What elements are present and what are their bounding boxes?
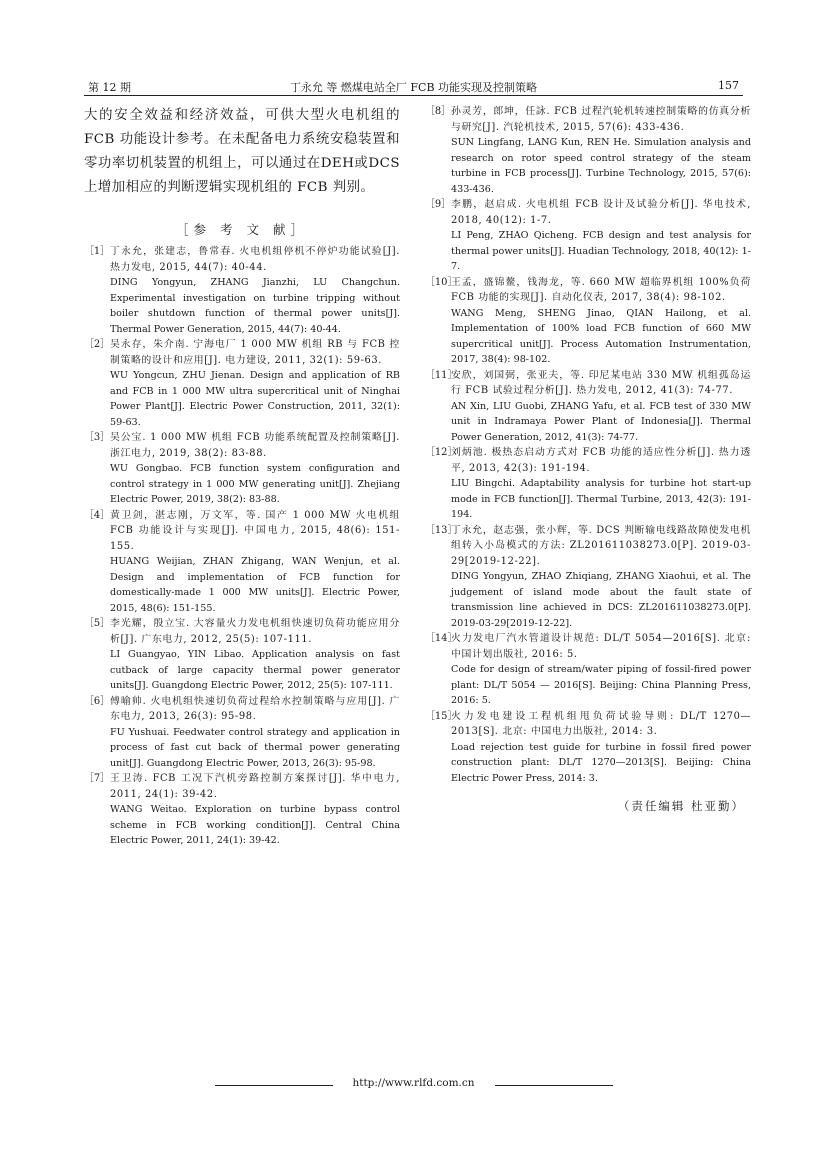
reference-english: Load rejection test guide for turbine in fossil fired power construction plant: DL/T 1270—2013[S]. Beijing: China Electric Power Press, 2014: 3. bbox=[451, 741, 751, 784]
reference-number: ［4］ bbox=[84, 509, 111, 521]
reference-chinese: 安欣，刘国弼，张亚夫，等. 印尼某电站 330 MW 机组孤岛运行 FCB 试验过程分析[J]. 热力发电, 2012, 41(3): 74-77. bbox=[451, 369, 751, 396]
reference-item bbox=[425, 197, 751, 275]
reference-english: LI Peng, ZHAO Qicheng. FCB design and test analysis for thermal power units[J]. Huadian Technology, 2018, 40(12): 1-7. bbox=[451, 230, 751, 272]
reference-body bbox=[110, 771, 400, 849]
reference-chinese: 吴永存，朱介南. 宁海电厂 1 000 MW 机组 RB 与 FCB 控制策略的设计和应用[J]. 电力建设, 2011, 32(1): 59-63. bbox=[110, 339, 400, 366]
page-number: 157 bbox=[718, 79, 739, 92]
editor-credit: （责任编辑 杜亚勤） bbox=[617, 799, 745, 813]
reference-list-right bbox=[425, 104, 751, 786]
reference-item bbox=[425, 523, 751, 632]
reference-number: ［11］ bbox=[425, 369, 458, 381]
reference-body bbox=[110, 616, 400, 694]
reference-item bbox=[84, 337, 400, 430]
running-title: 丁永允 等 燃煤电站全厂 FCB 功能实现及控制策略 bbox=[289, 81, 538, 94]
reference-chinese: 刘炳池. 极热态启动方式对 FCB 功能的适应性分析[J]. 热力透平, 2013, 42(3): 191-194. bbox=[451, 447, 751, 474]
reference-item bbox=[425, 104, 751, 197]
reference-chinese: 李鹏，赵启成. 火电机组 FCB 设计及试验分析[J]. 华电技术, 2018, 40(12): 1-7. bbox=[451, 199, 751, 226]
reference-body bbox=[110, 337, 400, 430]
reference-chinese: 黄卫剑，湛志刚，万文军，等. 国产 1 000 MW 火电机组 FCB 功能设计与实现[J]. 中国电力, 2015, 48(6): 151-155. bbox=[110, 509, 400, 552]
reference-body bbox=[451, 523, 751, 632]
header-rule bbox=[84, 95, 743, 96]
page-footer bbox=[0, 1077, 827, 1097]
running-header bbox=[84, 79, 743, 95]
reference-english: WANG Weitao. Exploration on turbine bypass control scheme in FCB working condition[J]. Central China Electric Power, 2011, 24(1): 39-42. bbox=[110, 804, 400, 846]
reference-english: WU Gongbao. FCB function system configuration and control strategy in 1 000 MW generating unit[J]. Zhejiang Electric Power, 2019, 38(2): 83-88. bbox=[110, 463, 400, 505]
footer-rule-right bbox=[495, 1085, 613, 1086]
reference-english: AN Xin, LIU Guobi, ZHANG Yafu, et al. FCB test of 330 MW unit in Indramaya Power Plant of Indonesia[J]. Thermal Power Generation, 2012, 41(3): 74-77. bbox=[451, 400, 751, 443]
reference-number: ［5］ bbox=[84, 618, 111, 629]
right-column bbox=[425, 104, 751, 814]
reference-body bbox=[451, 631, 751, 709]
reference-number: ［15］ bbox=[425, 710, 458, 722]
reference-chinese: 李光耀，殷立宝. 大容量火力发电机组快速切负荷功能应用分析[J]. 广东电力, 2012, 25(5): 107-111. bbox=[110, 618, 400, 645]
reference-chinese: 丁永允，赵志强，张小辉，等. DCS 判断输电线路故障使发电机组转入小岛模式的方法: ZL201611038273.0[P]. 2019-03-29[2019-12-22]. bbox=[451, 524, 751, 567]
reference-item bbox=[425, 631, 751, 709]
reference-item bbox=[84, 694, 400, 772]
reference-english: LI Guangyao, YIN Libao. Application analysis on fast cutback of large capacity thermal power generator units[J]. Guangdong Electric Power, 2012, 25(5): 107-111. bbox=[110, 649, 400, 691]
reference-item bbox=[425, 709, 751, 787]
reference-list-left bbox=[84, 244, 400, 849]
reference-english: DING Yongyun, ZHAO Zhiqiang, ZHANG Xiaohui, et al. The judgement of island mode about the fault state of transmission line achieved in DCS: ZL201611038273.0[P]. 2019-03-29[2019-12-22]. bbox=[451, 571, 751, 629]
references-heading: ［参 考 文 献］ bbox=[176, 222, 308, 237]
reference-number: ［14］ bbox=[425, 633, 458, 644]
footer-url: http://www.rlfd.com.cn bbox=[352, 1077, 475, 1089]
reference-number: ［10］ bbox=[425, 276, 458, 288]
reference-item bbox=[425, 275, 751, 368]
reference-number: ［6］ bbox=[84, 695, 111, 707]
reference-number: ［9］ bbox=[425, 199, 452, 210]
reference-body bbox=[451, 709, 751, 787]
reference-body bbox=[110, 430, 400, 508]
reference-body bbox=[451, 368, 751, 446]
reference-english: WANG Meng, SHENG Jinao, QIAN Hailong, et al. Implementation of 100% load FCB function of 660 MW supercritical unit[J]. Process Automation Instrumentation, 2017, 38(4): 98-102. bbox=[451, 307, 751, 365]
reference-number: ［13］ bbox=[425, 524, 458, 536]
reference-chinese: 王孟，盛锦鳌，钱海龙，等. 660 MW 超临界机组 100%负荷 FCB 功能的实现[J]. 自动化仪表, 2017, 38(4): 98-102. bbox=[451, 276, 751, 303]
reference-number: ［3］ bbox=[84, 432, 111, 443]
reference-number: ［2］ bbox=[84, 339, 111, 350]
reference-english: WU Yongcun, ZHU Jienan. Design and application of RB and FCB in 1 000 MW ultra supercritical unit of Ninghai Power Plant[J]. Electric Power Construction, 2011, 32(1): 59-63. bbox=[110, 370, 400, 428]
reference-item bbox=[84, 430, 400, 508]
reference-english: SUN Lingfang, LANG Kun, REN He. Simulation analysis and research on rotor speed control strategy of the steam turbine in FCB process[J]. Turbine Technology, 2015, 57(6): 433-436. bbox=[451, 137, 751, 195]
reference-body bbox=[451, 275, 751, 368]
reference-english: DING Yongyun, ZHANG Jianzhi, LU Changchun. Experimental investigation on turbine tripping without boiler shutdown function of thermal power units[J]. Thermal Power Generation, 2015, 44(7): 40-44. bbox=[110, 277, 400, 335]
reference-english: LIU Bingchi. Adaptability analysis for turbine hot start-up mode in FCB function[J]. Thermal Turbine, 2013, 42(3): 191-194. bbox=[451, 478, 751, 520]
reference-english: HUANG Weijian, ZHAN Zhigang, WAN Wenjun, et al. Design and implementation of FCB function for domestically-made 1 000 MW units[J]. Electric Power, 2015, 48(6): 151-155. bbox=[110, 556, 400, 614]
issue-number: 第 12 期 bbox=[88, 81, 131, 94]
reference-body bbox=[451, 445, 751, 523]
reference-item bbox=[84, 508, 400, 617]
reference-chinese: 火力发电厂汽水管道设计规范: DL/T 5054—2016[S]. 北京: 中国计划出版社, 2016: 5. bbox=[451, 633, 751, 660]
reference-english: Code for design of stream/water piping of fossil-fired power plant: DL/T 5054 — 2016[S]. Beijing: China Planning Press, 2016: 5. bbox=[451, 664, 751, 706]
reference-body bbox=[110, 694, 400, 772]
reference-number: ［12］ bbox=[425, 447, 458, 458]
reference-item bbox=[425, 445, 751, 523]
reference-chinese: 吴公宝. 1 000 MW 机组 FCB 功能系统配置及控制策略[J]. 浙江电力, 2019, 38(2): 83-88. bbox=[110, 432, 400, 459]
reference-item bbox=[84, 771, 400, 849]
reference-number: ［1］ bbox=[84, 246, 111, 257]
reference-number: ［8］ bbox=[425, 106, 452, 117]
reference-chinese: 火力发电建设工程机组甩负荷试验导则: DL/T 1270—2013[S]. 北京: 中国电力出版社, 2014: 3. bbox=[451, 710, 751, 737]
reference-item bbox=[84, 244, 400, 337]
reference-number: ［7］ bbox=[84, 773, 111, 784]
intro-paragraph: 大的安全效益和经济效益，可供大型火电机组的FCB 功能设计参考。在未配备电力系统安稳装置和零功率切机装置的机组上，可以通过在DEH或DCS上增加相应的判断逻辑实现机组的 FCB 判别。 bbox=[84, 108, 400, 195]
reference-chinese: 孙灵芳，郎坤，任詠. FCB 过程汽轮机转速控制策略的仿真分析与研究[J]. 汽轮机技术, 2015, 57(6): 433-436. bbox=[451, 106, 751, 133]
reference-body bbox=[451, 197, 751, 275]
reference-chinese: 傅喻帅. 火电机组快速切负荷过程给水控制策略与应用[J]. 广东电力, 2013, 26(3): 95-98. bbox=[110, 695, 400, 722]
reference-chinese: 王卫涛. FCB 工况下汽机旁路控制方案探讨[J]. 华中电力, 2011, 24(1): 39-42. bbox=[110, 773, 400, 800]
reference-body bbox=[451, 104, 751, 197]
reference-item bbox=[84, 616, 400, 694]
reference-chinese: 丁永允，张建志，鲁常春. 火电机组停机不停炉功能试验[J]. 热力发电, 2015, 44(7): 40-44. bbox=[110, 246, 400, 273]
reference-english: FU Yushuai. Feedwater control strategy and application in process of fast cut back of thermal power generating unit[J]. Guangdong Electric Power, 2013, 26(3): 95-98. bbox=[110, 726, 400, 769]
left-column bbox=[84, 104, 400, 849]
reference-item bbox=[425, 368, 751, 446]
reference-body bbox=[110, 508, 400, 617]
reference-body bbox=[110, 244, 400, 337]
